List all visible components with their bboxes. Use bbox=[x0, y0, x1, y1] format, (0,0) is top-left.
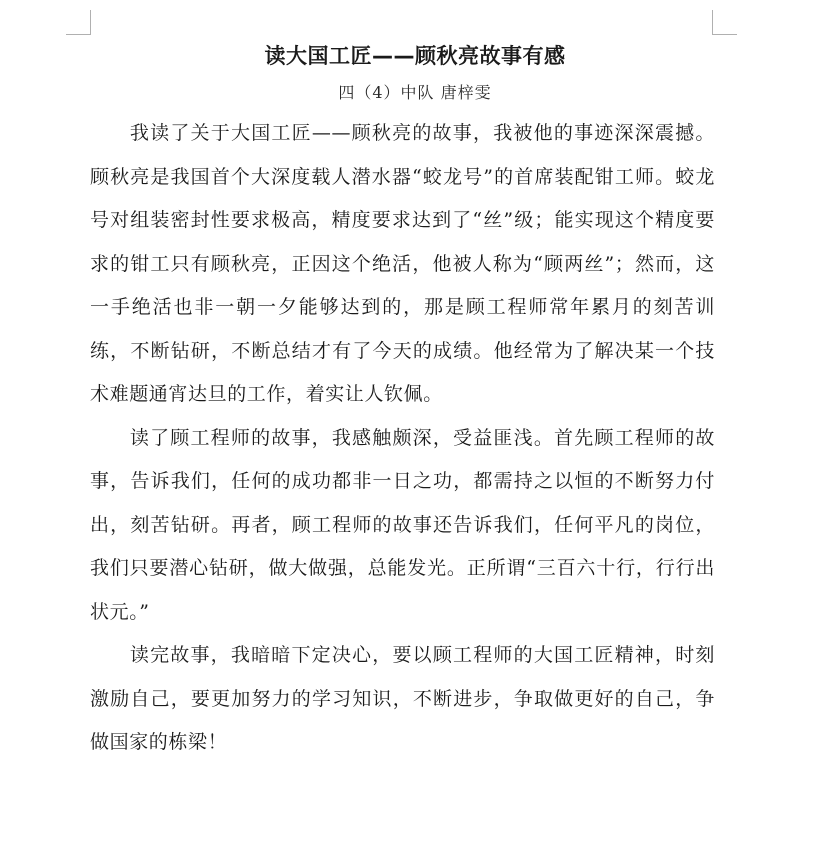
page-corner-mark-top-right bbox=[712, 10, 737, 35]
paragraph-3: 读完故事，我暗暗下定决心，要以顾工程师的大国工匠精神，时刻激励自己，要更加努力的学习知识，不断进步，争取做更好的自己，争做国家的栋梁！ bbox=[90, 644, 715, 753]
document-title: 读大国工匠——顾秋亮故事有感 bbox=[264, 44, 566, 68]
page-corner-mark-top-left bbox=[66, 10, 91, 35]
paragraph-1: 我读了关于大国工匠——顾秋亮的故事，我被他的事迹深深震撼。顾秋亮是我国首个大深度载人潜水器“蛟龙号”的首席装配钳工师。蛟龙号对组装密封性要求极高，精度要求达到了“丝”级；能实现这个精度要求的钳工只有顾秋亮，正因这个绝活，他被人称为“顾两丝”；然而，这一手绝活也非一朝一夕能够达到的，那是顾工程师常年累月的刻苦训练，不断钻研，不断总结才有了今天的成绩。他经常为了解决某一个技术难题通宵达旦的工作，着实让人钦佩。 bbox=[90, 122, 715, 405]
paragraph-2: 读了顾工程师的故事，我感触颇深，受益匪浅。首先顾工程师的故事，告诉我们，任何的成功都非一日之功，都需持之以恒的不断努力付出，刻苦钻研。再者，顾工程师的故事还告诉我们，任何平凡的岗位，我们只要潜心钻研，做大做强，总能发光。正所谓“三百六十行，行行出状元。” bbox=[90, 426, 715, 623]
document-page bbox=[90, 38, 715, 765]
author-byline: 四（4）中队 唐梓雯 bbox=[338, 83, 492, 102]
